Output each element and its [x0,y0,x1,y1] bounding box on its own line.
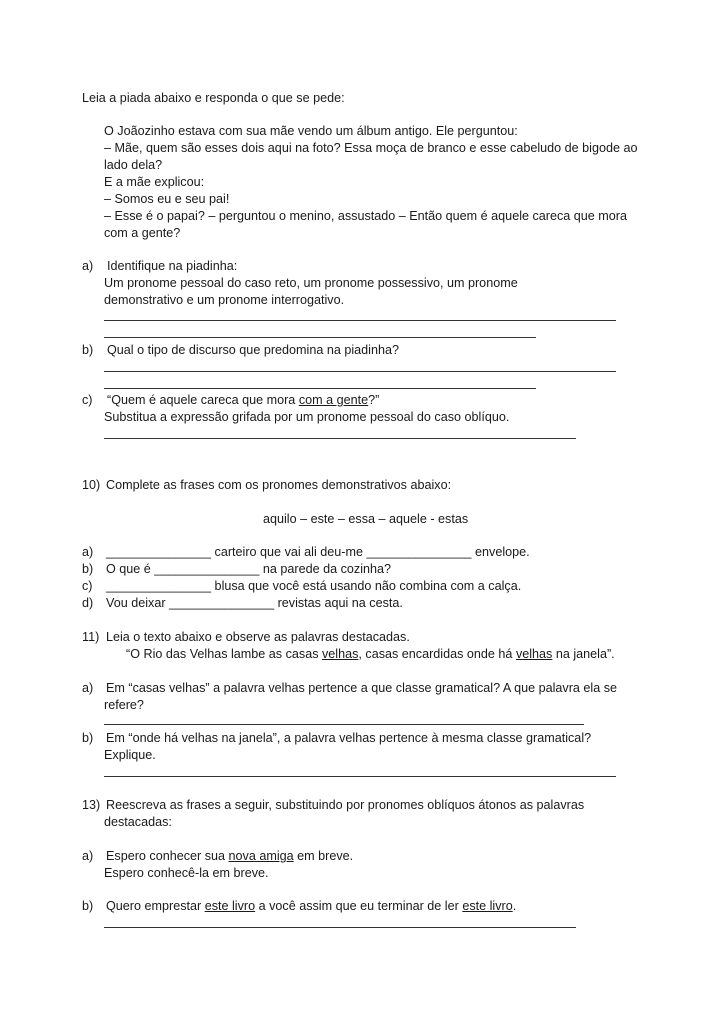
question-text: Identifique na piadinha: [107,259,238,273]
question-text: Um pronome pessoal do caso reto, um pronome possessivo, um pronome [104,276,518,290]
joke-line: E a mãe explicou: [104,175,205,189]
question-text: Espero conhecer sua nova amiga em breve. [106,849,354,863]
fill-in-sentence[interactable]: _______________ carteiro que vai ali deu-me _______________ envelope. [106,545,530,559]
answer-line[interactable] [104,320,616,321]
joke-line: – Mãe, quem são esses dois aqui na foto? Essa moça de branco e esse cabeludo de bigode ao [104,141,638,155]
answer-line[interactable] [104,927,576,928]
item-letter: d) [82,596,94,610]
fill-in-sentence[interactable]: Vou deixar _______________ revistas aqui na cesta. [106,596,403,610]
answer-line[interactable] [104,388,536,389]
answer-line[interactable] [104,776,616,777]
joke-line: O Joãozinho estava com sua mãe vendo um álbum antigo. Ele perguntou: [104,124,518,138]
item-letter: a) [82,681,94,695]
highlighted-word: velhas [322,647,359,661]
question-text: Substitua a expressão grifada por um pronome pessoal do caso oblíquo. [104,410,510,424]
instructions: Leia a piada abaixo e responda o que se pede: [82,91,345,105]
quoted-text: “O Rio das Velhas lambe as casas velhas, casas encardidas onde há velhas na janela”. [126,647,615,661]
joke-line: com a gente? [104,226,181,240]
question-number: 11) [82,630,100,644]
answer-line[interactable] [104,337,536,338]
answer-line[interactable] [104,724,584,725]
item-letter: a) [82,849,94,863]
highlighted-expression: este livro [204,899,256,913]
item-letter: a) [82,545,94,559]
joke-line: lado dela? [104,158,163,172]
question-text: demonstrativo e um pronome interrogativo. [104,293,345,307]
question-text: Qual o tipo de discurso que predomina na piadinha? [107,343,399,357]
word-bank: aquilo – este – essa – aquele - estas [263,512,469,526]
fill-in-sentence[interactable]: O que é _______________ na parede da cozinha? [106,562,392,576]
highlighted-expression: com a gente [298,393,369,407]
item-letter: c) [82,393,93,407]
item-letter: b) [82,562,94,576]
question-title: Reescreva as frases a seguir, substituindo por pronomes oblíquos átonos as palavras [106,798,585,812]
question-title: Leia o texto abaixo e observe as palavras destacadas. [106,630,410,644]
joke-line: – Somos eu e seu pai! [104,192,230,206]
question-title: destacadas: [104,815,172,829]
question-text: Quero emprestar este livro a você assim que eu terminar de ler este livro. [106,899,517,913]
fill-in-sentence[interactable]: _______________ blusa que você está usando não combina com a calça. [106,579,522,593]
highlighted-expression: nova amiga [228,849,294,863]
question-text: refere? [104,698,144,712]
item-letter: b) [82,731,94,745]
question-number: 10) [82,478,101,492]
answer-line[interactable] [104,371,616,372]
question-text: Em “casas velhas” a palavra velhas pertence a que classe gramatical? A que palavra ela se [106,681,618,695]
item-letter: c) [82,579,93,593]
highlighted-word: velhas [515,647,553,661]
question-number: 13) [82,798,101,812]
question-title: Complete as frases com os pronomes demonstrativos abaixo: [106,478,452,492]
item-letter: a) [82,259,94,273]
answer-line[interactable] [104,438,576,439]
item-letter: b) [82,899,94,913]
joke-line: – Esse é o papai? – perguntou o menino, assustado – Então quem é aquele careca que mora [104,209,627,223]
question-text: “Quem é aquele careca que mora com a gente?” [107,393,380,407]
item-letter: b) [82,343,94,357]
question-text: Explique. [104,748,156,762]
highlighted-expression: este livro [462,899,513,913]
example-answer: Espero conhecê-la em breve. [104,866,269,880]
question-text: Em “onde há velhas na janela”, a palavra velhas pertence à mesma classe gramatical? [106,731,592,745]
